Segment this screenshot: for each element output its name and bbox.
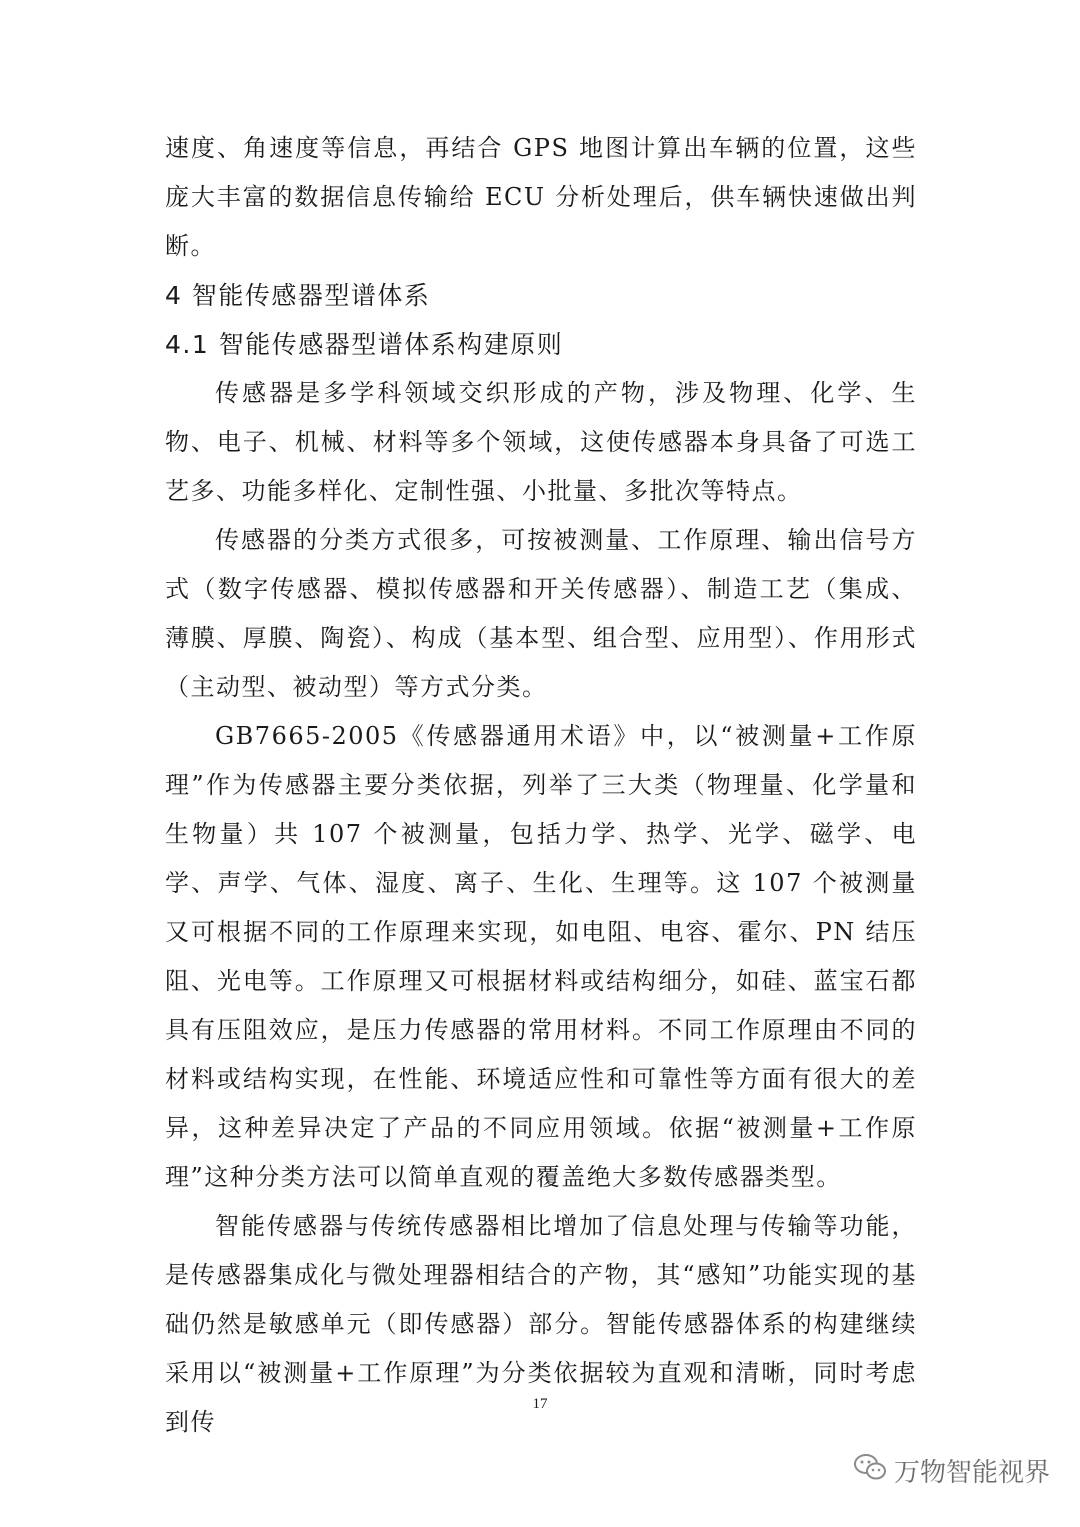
body-paragraph: 速度、角速度等信息，再结合 GPS 地图计算出车辆的位置，这些庞大丰富的数据信息传输给 ECU 分析处理后，供车辆快速做出判断。	[165, 134, 917, 260]
body-paragraph: 传感器的分类方式很多，可按被测量、工作原理、输出信号方式（数字传感器、模拟传感器和开关传感器）、制造工艺（集成、薄膜、厚膜、陶瓷）、构成（基本型、组合型、应用型）、作用形式（主动型、被动型）等方式分类。	[165, 526, 917, 701]
body-paragraph: 传感器是多学科领域交织形成的产物，涉及物理、化学、生物、电子、机械、材料等多个领域，这使传感器本身具备了可选工艺多、功能多样化、定制性强、小批量、多批次等特点。	[165, 379, 917, 505]
wechat-icon	[852, 1452, 888, 1489]
subsection-heading: 4.1 智能传感器型谱体系构建原则	[165, 330, 564, 359]
watermark-text: 万物智能视界	[893, 1458, 1050, 1488]
section-heading: 4 智能传感器型谱体系	[165, 281, 431, 310]
body-paragraph: GB7665-2005《传感器通用术语》中，以“被测量+工作原理”作为传感器主要分类依据，列举了三大类（物理量、化学量和生物量）共 107 个被测量，包括力学、热学、光学、磁学、电学、声学、气体、湿度、离子、生化、生理等。这 107 个被测量又可根据不同的工作原理来实现，如电阻、电容、霍尔、PN 结压阻、光电等。工作原理又可根据材料或结构细分，如硅、蓝宝石都具有压阻效应，是压力传感器的常用材料。不同工作原理由不同的材料或结构实现，在性能、环境适应性和可靠性等方面有很大的差异，这种差异决定了产品的不同应用领域。依据“被测量+工作原理”这种分类方法可以简单直观的覆盖绝大多数传感器类型。	[165, 722, 917, 1191]
watermark	[852, 1452, 1050, 1489]
body-paragraph: 智能传感器与传统传感器相比增加了信息处理与传输等功能，是传感器集成化与微处理器相结合的产物，其“感知”功能实现的基础仍然是敏感单元（即传感器）部分。智能传感器体系的构建继续采用以“被测量+工作原理”为分类依据较为直观和清晰，同时考虑到传	[165, 1212, 917, 1436]
page-content	[165, 124, 917, 1447]
page-number: 17	[532, 1396, 548, 1412]
